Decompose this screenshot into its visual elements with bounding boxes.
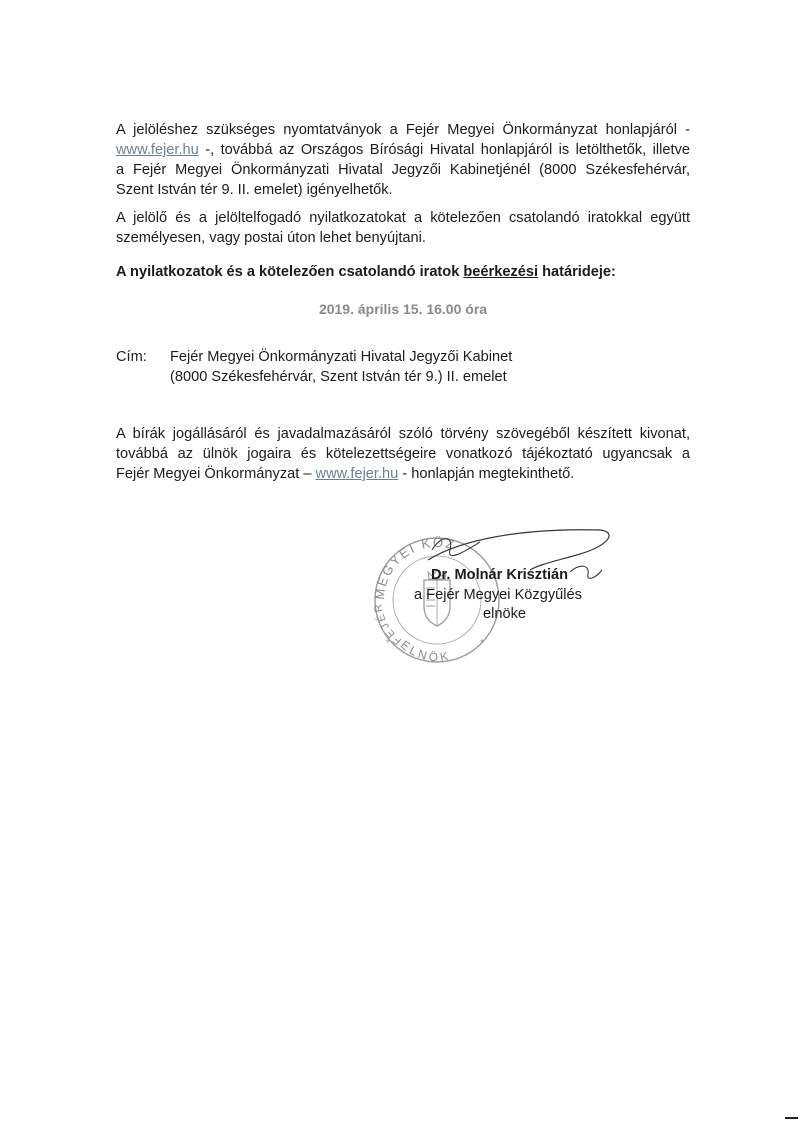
text-line: A bírák jogállásáról és javadalmazásáról szóló törvény szövegéből készített kivonat, bbox=[116, 426, 690, 442]
fejer-website-link[interactable]: www.fejer.hu bbox=[315, 466, 399, 482]
law-extract-paragraph bbox=[116, 424, 690, 484]
stamp-text-top: MEGYEI KÖZ bbox=[371, 534, 458, 601]
underlined-word: beérkezési bbox=[463, 264, 539, 280]
deadline-date: 2019. április 15. 16.00 óra bbox=[318, 301, 488, 317]
address-line: (8000 Székesfehérvár, Szent István tér 9.) II. emelet bbox=[170, 369, 507, 385]
page-edge-mark bbox=[785, 1117, 798, 1119]
text-line: A jelöléshez szükséges nyomtatványok a Fejér Megyei Önkormányzat honlapjáról - bbox=[116, 122, 690, 138]
address-block bbox=[170, 347, 512, 387]
deadline-heading: A nyilatkozatok és a kötelezően csatolandó iratok beérkezési határideje: bbox=[116, 264, 616, 280]
text-line: www.fejer.hu -, továbbá az Országos Bírósági Hivatal honlapjáról is letölthetők, illetve bbox=[116, 142, 690, 158]
signatory-title: elnöke bbox=[483, 606, 527, 622]
signatory-name: Dr. Molnár Krisztián bbox=[431, 567, 569, 583]
stamp-text-left: FEJÉR bbox=[371, 601, 404, 647]
text-line: továbbá az ülnök jogaira és kötelezettségeire vonatkozó tájékoztató ugyancsak a bbox=[116, 446, 690, 462]
svg-text:*: * bbox=[480, 638, 484, 649]
text-line: A jelölő és a jelöltelfogadó nyilatkozatokat a kötelezően csatolandó iratokkal együtt bbox=[116, 210, 690, 226]
fejer-website-link[interactable]: www.fejer.hu bbox=[116, 142, 199, 158]
submission-info-paragraph bbox=[116, 208, 690, 248]
svg-text:*: * bbox=[386, 638, 390, 649]
forms-info-paragraph bbox=[116, 120, 690, 200]
address-label: Cím: bbox=[116, 349, 147, 365]
svg-text:ELNÖK bbox=[398, 638, 452, 665]
text-line: személyesen, vagy postai úton lehet benyújtani. bbox=[116, 230, 426, 246]
text-line: Szent István tér 9. II. emelet) igényelhetők. bbox=[116, 182, 393, 198]
address-line: Fejér Megyei Önkormányzati Hivatal Jegyzői Kabinet bbox=[170, 349, 513, 365]
text-line: Fejér Megyei Önkormányzat – www.fejer.hu - honlapján megtekinthető. bbox=[116, 466, 575, 482]
stamp-text-bottom: ELNÖK bbox=[397, 637, 453, 665]
text-line: a Fejér Megyei Önkormányzati Hivatal Jegyzői Kabinetjénél (8000 Székesfehérvár, bbox=[116, 162, 690, 178]
signatory-title: a Fejér Megyei Közgyűlés bbox=[414, 587, 582, 603]
